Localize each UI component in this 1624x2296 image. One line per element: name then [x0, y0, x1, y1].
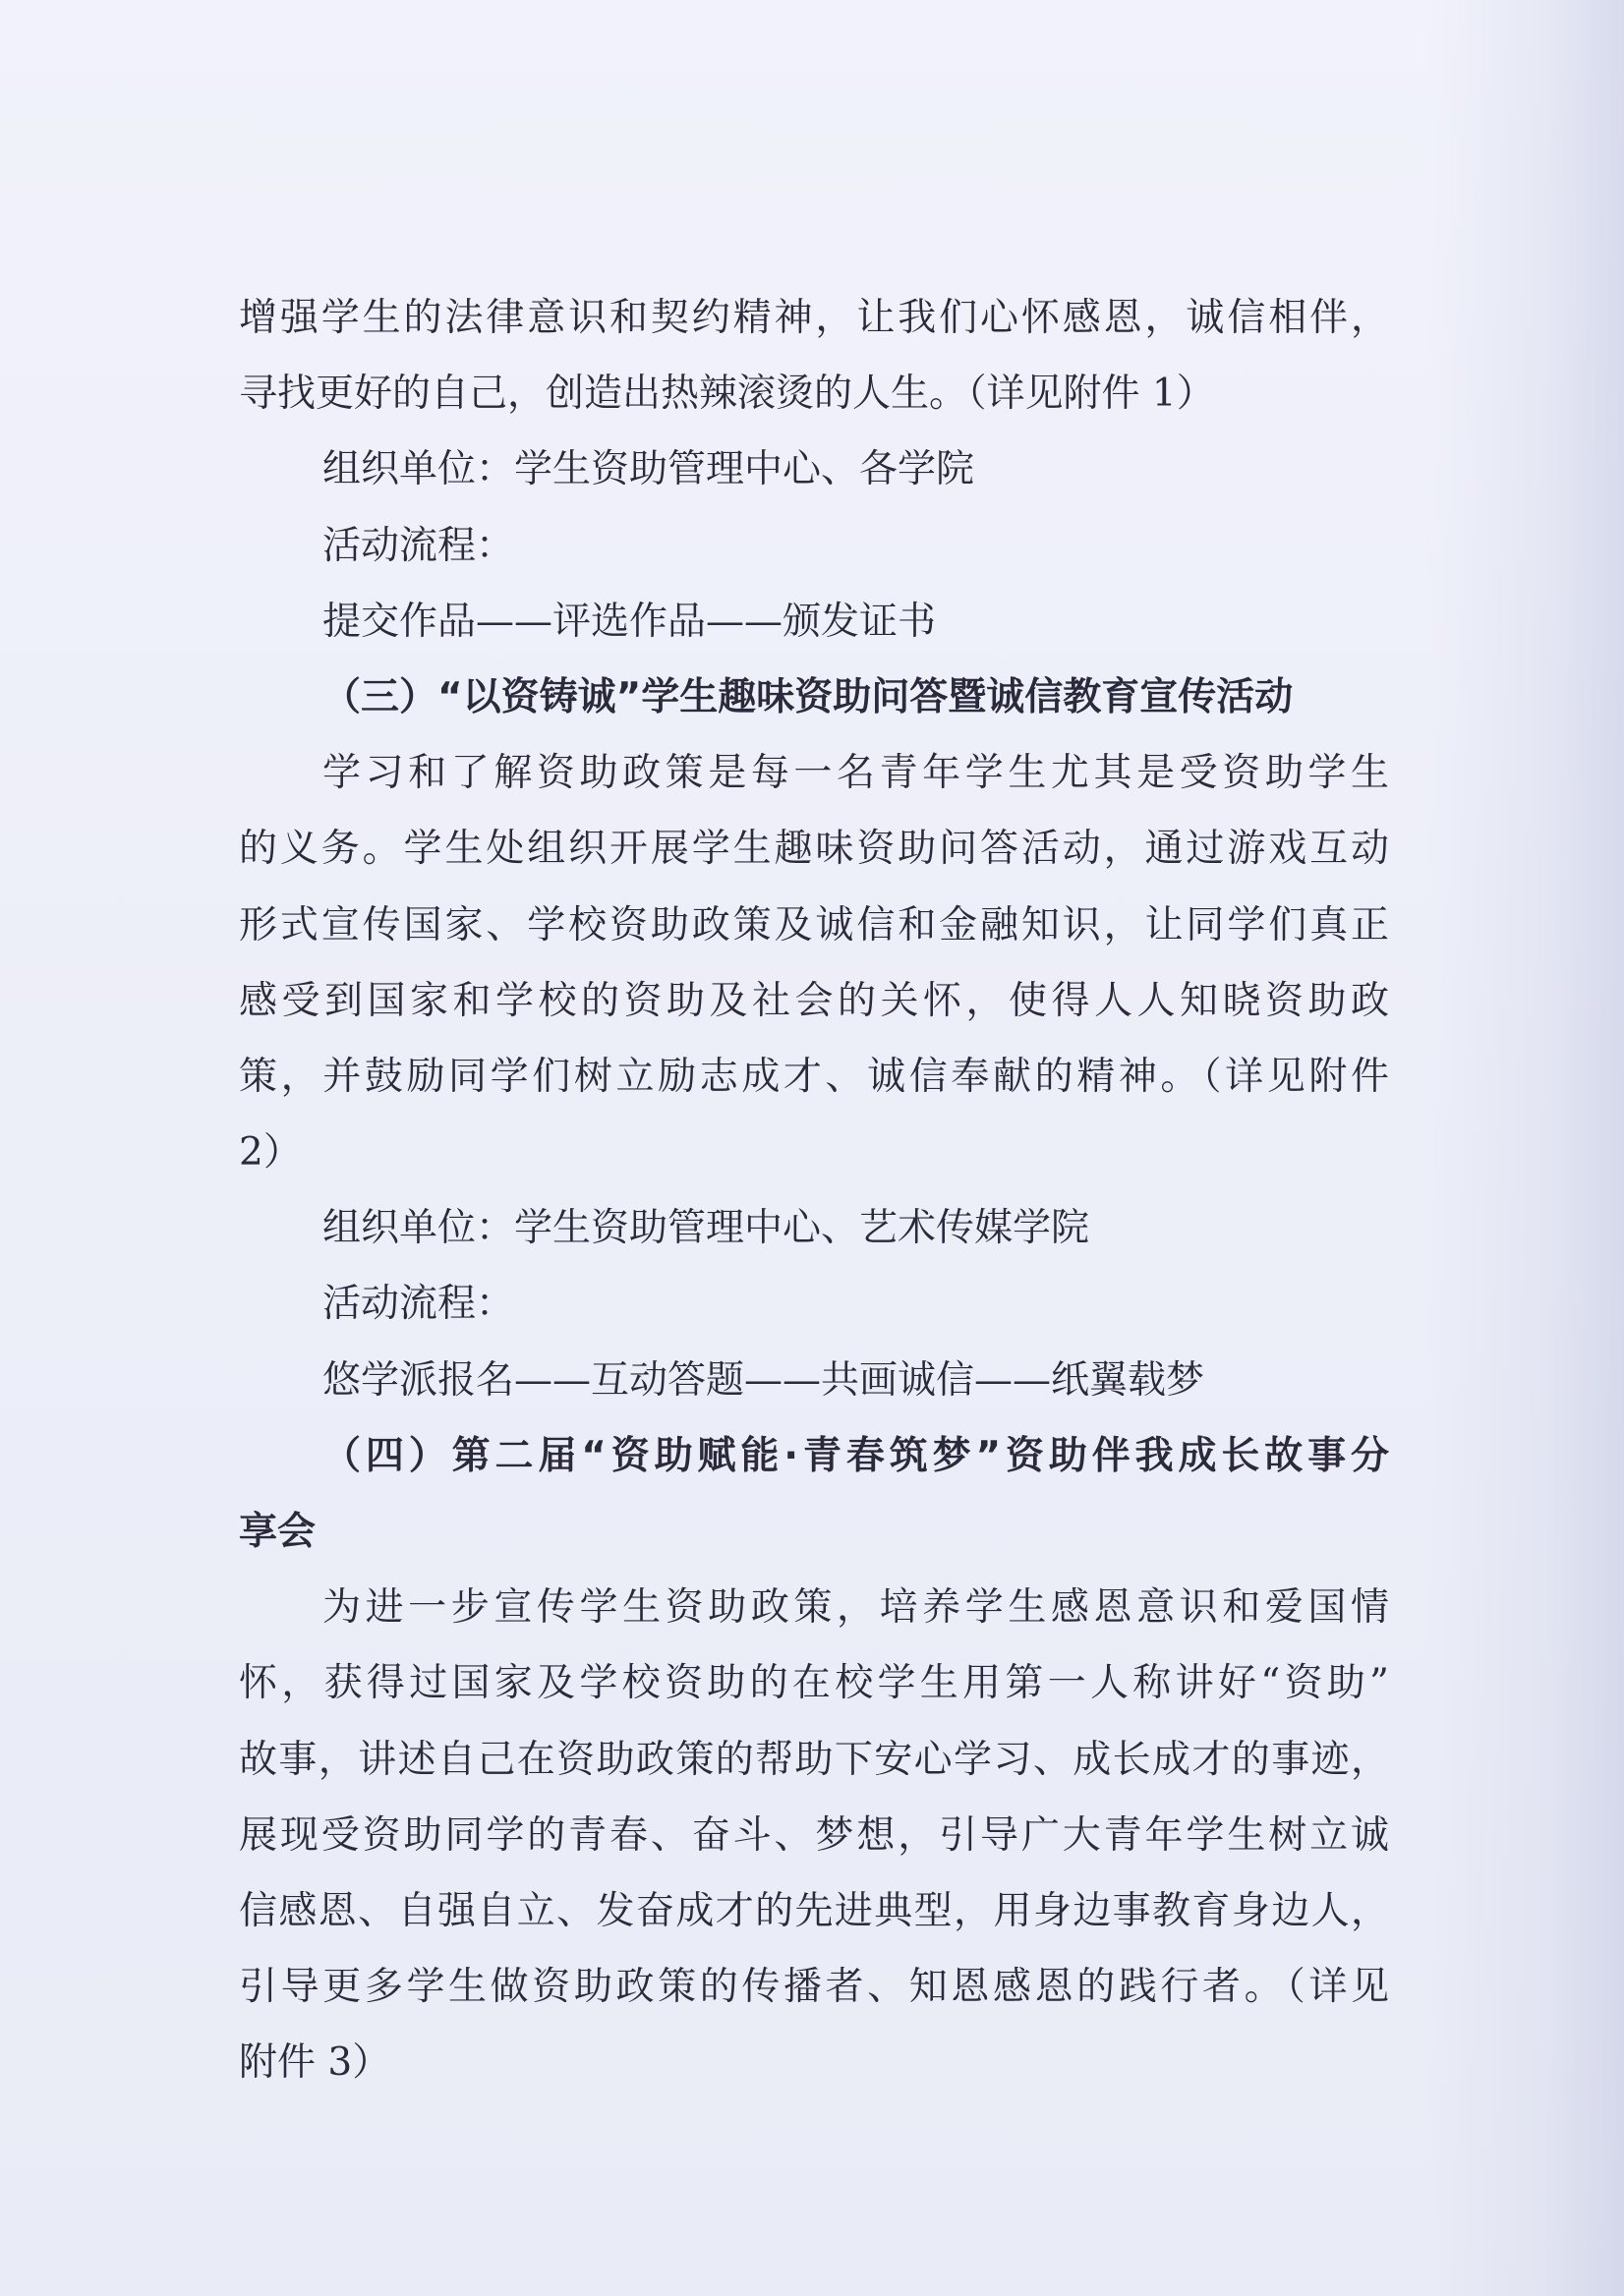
paragraph-line: 为进一步宣传学生资助政策，培养学生感恩意识和爱国情 [322, 1585, 1389, 1631]
paragraph-line: 感受到国家和学校的资助及社会的关怀，使得人人知晓资助政 [239, 978, 1389, 1023]
scan-shadow [1427, 0, 1624, 2296]
document-body [239, 280, 1389, 2101]
paragraph-line: 2） [239, 1130, 302, 1176]
process-steps: 悠学派报名——互动答题——共画诚信——纸翼载梦 [322, 1357, 1205, 1403]
paragraph-line: 信感恩、自强自立、发奋成才的先进典型，用身边事教育身边人， [239, 1888, 1389, 1933]
paragraph-line: 展现受资助同学的青春、奋斗、梦想，引导广大青年学生树立诚 [239, 1812, 1389, 1858]
section-heading-4: （四）第二届“资助赋能·青春筑梦”资助伴我成长故事分 [322, 1433, 1389, 1478]
section-heading-4-cont: 享会 [239, 1510, 317, 1554]
paragraph-line: 寻找更好的自己，创造出热辣滚烫的人生。（详见附件 1） [239, 372, 1215, 417]
paragraph-line: 附件 3） [239, 2040, 391, 2086]
section-heading-3: （三）“以资铸诚”学生趣味资助问答暨诚信教育宣传活动 [322, 674, 1294, 719]
paragraph-line: 的义务。学生处组织开展学生趣味资助问答活动，通过游戏互动 [239, 827, 1389, 872]
organizer-line: 组织单位：学生资助管理中心、各学院 [322, 447, 975, 492]
organizer-line: 组织单位：学生资助管理中心、艺术传媒学院 [322, 1206, 1090, 1251]
paragraph-line: 怀，获得过国家及学校资助的在校学生用第一人称讲好“资助” [239, 1661, 1389, 1706]
paragraph-line: 引导更多学生做资助政策的传播者、知恩感恩的践行者。（详见 [239, 1965, 1389, 2010]
paragraph-line: 故事，讲述自己在资助政策的帮助下安心学习、成长成才的事迹， [239, 1737, 1389, 1782]
process-steps: 提交作品——评选作品——颁发证书 [322, 599, 937, 644]
paragraph-line: 增强学生的法律意识和契约精神，让我们心怀感恩，诚信相伴， [239, 296, 1389, 340]
paragraph-line: 形式宣传国家、学校资助政策及诚信和金融知识，让同学们真正 [239, 902, 1389, 947]
process-label: 活动流程： [322, 523, 515, 568]
paragraph-line: 学习和了解资助政策是每一名青年学生尤其是受资助学生 [322, 751, 1389, 796]
paragraph-line: 策，并鼓励同学们树立励志成才、诚信奉献的精神。（详见附件 [239, 1054, 1389, 1099]
process-label: 活动流程： [322, 1282, 515, 1327]
